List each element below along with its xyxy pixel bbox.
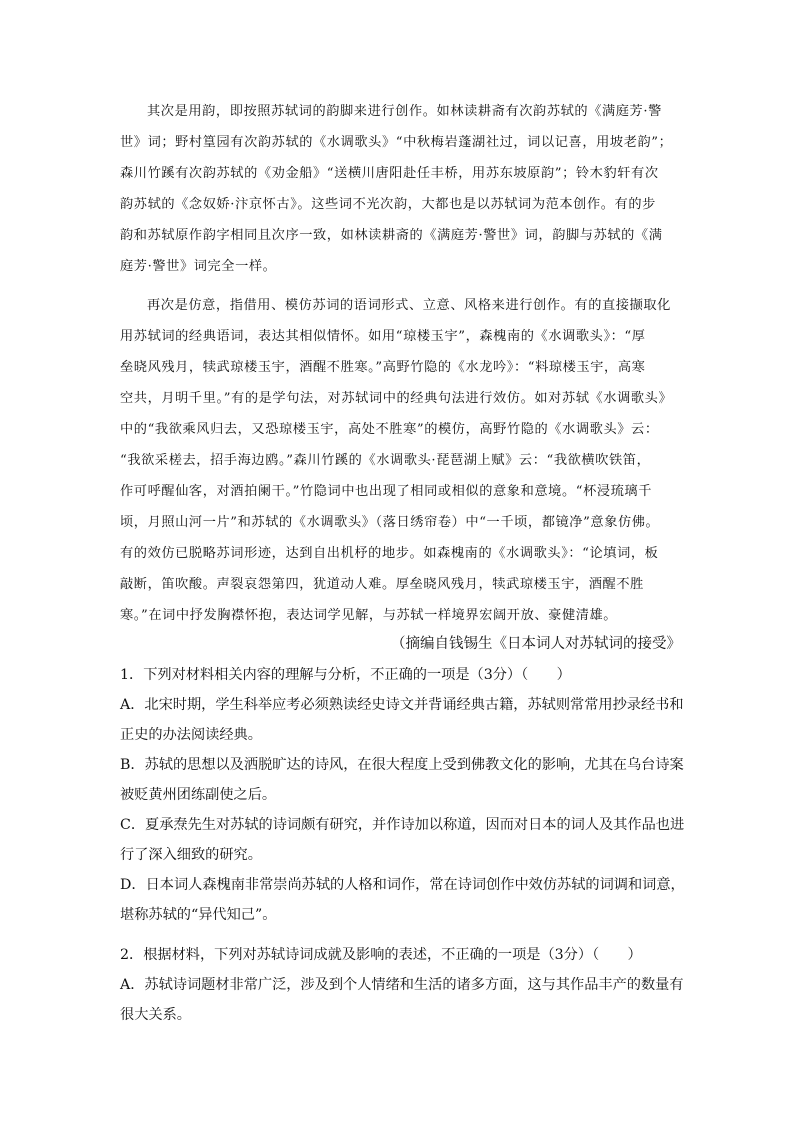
passage-paragraph-2 (120, 290, 680, 631)
option-text: 堪称苏轼的“异代知己”。 (120, 907, 277, 923)
option-text: 被贬黄州团练副使之后。 (120, 787, 277, 803)
text-line: 韵苏轼的《念奴娇·汴京怀古》。这些词不光次韵，大都也是以苏轼词为范本创作。有的步 (120, 197, 656, 212)
text-line: 森川竹蹊有次韵苏轼的《劝金船》“送横川唐阳赴任丰桥，用苏东坡原韵”；铃木豹轩有次 (120, 166, 659, 181)
text-line: 空共，月明千里。”有的是学句法，对苏轼词中的经典句法进行效仿。如对苏轼《水调歌头》 (120, 391, 673, 406)
option-text: B．苏轼的思想以及洒脱旷达的诗风，在很大程度上受到佛教文化的影响，尤其在乌台诗案 (120, 757, 684, 773)
text-line: 世》词；野村篁园有次韵苏轼的《水调歌头》“中秋梅岩蓬湖社过，词以记喜，用坡老韵”； (120, 135, 673, 150)
text-line: 有的效仿已脱略苏词形迹，达到自出机杼的地步。如森槐南的《水调歌头》：“论填词，板 (120, 546, 659, 561)
text-line: “我欲采槎去，招手海边鸥。”森川竹蹊的《水调歌头·琵琶湖上赋》云：“我欲横吹铁笛， (120, 453, 651, 468)
option-text: A．北宋时期，学生科举应考必须熟读经史诗文并背诵经典古籍，苏轼则常常用抄录经书和 (120, 697, 684, 713)
option-text: C．夏承焘先生对苏轼的诗词颇有研究，并作诗加以称道，因而对日本的词人及其作品也进 (120, 817, 685, 833)
text-line: 垒晓风残月，犊武琼楼玉宇，酒醒不胜寒。”高野竹隐的《水龙吟》：“料琼楼玉宇，高寒 (120, 360, 646, 375)
question-2 (120, 940, 690, 1030)
text-line: 作可呼醒仙客，对酒拍阑干。”竹隐词中也出现了相同或相似的意象和意境。“杯浸琉璃千 (120, 484, 653, 499)
passage-source: （摘编自钱锡生《日本词人对苏轼词的接受》 (391, 636, 681, 652)
passage-paragraph-1 (120, 96, 680, 282)
text-line: 中的“我欲乘风归去，又恐琼楼玉宇，高处不胜寒”的模仿，高野竹隐的《水调歌头》云： (120, 422, 659, 437)
option-text: D．日本词人森槐南非常崇尚苏轼的人格和词作，常在诗词创作中效仿苏轼的词调和词意， (120, 877, 685, 893)
question-stem: 1．下列对材料相关内容的理解与分析，不正确的一项是（3分）（ ） (120, 667, 571, 683)
text-line: 韵和苏轼原作韵字相同且次序一致，如林读耕斋的《满庭芳·警世》词，韵脚与苏轼的《满 (120, 228, 663, 243)
text-line: 用苏轼词的经典语词，表达其相似情怀。如用“琼楼玉宇”，森槐南的《水调歌头》：“厚 (120, 329, 646, 344)
text-line: 再次是仿意，指借用、模仿苏词的语词形式、立意、风格来进行创作。有的直接撷取化 (147, 298, 671, 313)
text-line: 庭芳·警世》词完全一样。 (120, 259, 277, 274)
text-line: 顷，月照山河一片”和苏轼的《水调歌头》（落日绣帘卷）中“一千顷，都镜净”意象仿佛。 (120, 515, 660, 530)
option-text: 很大关系。 (120, 1007, 191, 1023)
text-line: 寒。”在词中抒发胸襟怀抱，表达词学见解，与苏轼一样境界宏阔开放、豪健清雄。 (120, 608, 618, 623)
option-text: 行了深入细致的研究。 (120, 847, 262, 863)
text-line: 敲断，笛吹酸。声裂哀怨第四，犹道动人难。厚垒晓风残月，犊武琼楼玉宇，酒醒不胜 (120, 577, 644, 592)
option-text: A．苏轼诗词题材非常广泛，涉及到个人情绪和生活的诸多方面，这与其作品丰产的数量有 (120, 977, 684, 993)
question-stem: 2．根据材料，下列对苏轼诗词成就及影响的表述，不正确的一项是（3分）（ ） (120, 947, 642, 963)
text-line: 其次是用韵，即按照苏轼词的韵脚来进行创作。如林读耕斋有次韵苏轼的《满庭芳·警 (147, 104, 662, 119)
question-1 (120, 660, 690, 930)
option-text: 正史的办法阅读经典。 (120, 727, 262, 743)
